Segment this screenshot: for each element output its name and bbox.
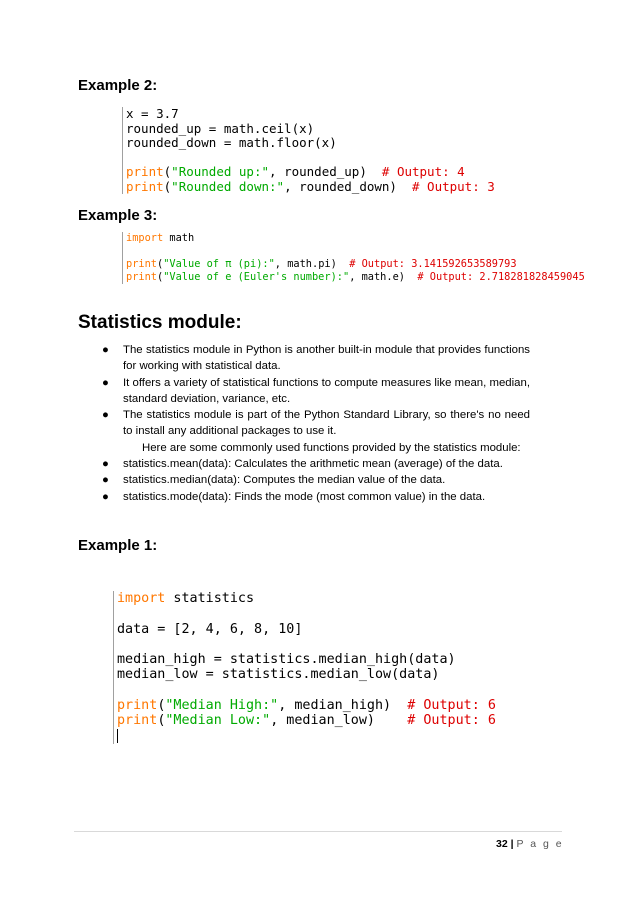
page-label: P a g e	[516, 838, 564, 850]
code-text: (	[163, 178, 172, 194]
statistics-module-heading: Statistics module:	[78, 312, 242, 333]
code-block-example-1	[113, 591, 496, 744]
code-comment: # Output: 3.141592653589793	[349, 258, 517, 270]
code-line	[126, 122, 495, 137]
list-item-text: Here are some commonly used functions provided by the statistics module:	[142, 441, 521, 454]
code-text: median_high = statistics.median_high(data)	[117, 652, 456, 668]
code-text: (	[157, 713, 166, 729]
list-item	[100, 489, 530, 505]
code-string: "Median Low:"	[165, 713, 271, 729]
code-text: median_low = statistics.median_low(data)	[117, 667, 440, 683]
code-comment: # Output: 2.718281828459045	[417, 271, 585, 283]
code-string: "Rounded down:"	[171, 178, 285, 194]
bullet-icon: ●	[102, 474, 109, 487]
code-string: "Value of e (Euler's number):"	[163, 271, 350, 283]
list-item	[100, 407, 530, 440]
list-item-text: The statistics module in Python is another built-in module that provides functions for working with statistical data.	[123, 344, 530, 373]
code-line	[117, 622, 496, 637]
code-comment: # Output: 6	[407, 713, 496, 729]
code-keyword: print	[126, 271, 157, 283]
list-item-text: statistics.median(data): Computes the median value of the data.	[123, 474, 446, 487]
code-keyword: print	[126, 178, 164, 194]
bullet-icon: ●	[102, 409, 109, 422]
page-footer	[496, 838, 564, 850]
code-text: rounded_up = math.ceil(x)	[126, 120, 315, 136]
code-text: data = [2, 4, 6, 8, 10]	[117, 621, 303, 637]
code-keyword: print	[117, 713, 158, 729]
code-block-example-3	[122, 232, 585, 284]
code-line	[126, 180, 495, 195]
code-line	[117, 713, 496, 728]
code-line	[117, 652, 496, 667]
list-item	[100, 342, 530, 375]
list-item	[100, 375, 530, 408]
code-keyword: print	[126, 164, 164, 179]
code-line	[126, 136, 495, 151]
footer-separator: |	[510, 838, 514, 850]
code-string: "Median High:"	[165, 698, 279, 714]
code-keyword: print	[117, 698, 158, 714]
code-line	[117, 637, 496, 652]
code-block-example-2	[122, 107, 495, 194]
text-cursor-line	[117, 729, 496, 744]
footer-divider	[74, 831, 562, 832]
list-item-text: statistics.mode(data): Finds the mode (most common value) in the data.	[123, 490, 486, 503]
code-comment: # Output: 4	[381, 164, 465, 179]
list-item-text: It offers a variety of statistical functions to compute measures like mean, median, standard deviation, variance, etc.	[123, 376, 530, 405]
text-cursor-icon	[117, 729, 118, 743]
code-keyword: import	[126, 232, 164, 244]
code-text: (	[157, 271, 164, 283]
code-line	[117, 606, 496, 621]
code-keyword: print	[126, 258, 157, 270]
code-line	[117, 698, 496, 713]
code-string: "Rounded up:"	[171, 164, 270, 179]
code-text: math	[163, 232, 195, 244]
code-text: , math.e)	[349, 271, 418, 283]
list-item	[100, 472, 530, 488]
example-2-heading: Example 2:	[78, 77, 158, 94]
code-line	[126, 165, 495, 180]
code-text: (	[163, 164, 172, 179]
code-keyword: import	[117, 591, 166, 606]
code-text: , median_low)	[270, 713, 408, 729]
code-line	[126, 258, 585, 271]
code-line	[126, 151, 495, 166]
code-text: x = 3.7	[126, 106, 179, 121]
list-item	[100, 456, 530, 472]
code-text: , median_high)	[278, 698, 408, 714]
code-comment: # Output: 3	[412, 178, 495, 194]
code-string: "Value of π (pi):"	[163, 258, 275, 270]
code-text: statistics	[165, 591, 255, 606]
code-text: , math.pi)	[274, 258, 350, 270]
code-text: rounded_down = math.floor(x)	[126, 135, 337, 150]
bullet-icon: ●	[102, 376, 109, 389]
list-item-text: The statistics module is part of the Python Standard Library, so there's no need to install any additional packages to use it.	[123, 409, 530, 438]
bullet-icon: ●	[102, 458, 109, 471]
code-line	[117, 667, 496, 682]
list-intro-text	[100, 440, 530, 456]
code-text: (	[157, 698, 166, 714]
bullet-icon: ●	[102, 344, 109, 356]
example-3-heading: Example 3:	[78, 207, 158, 224]
page-number: 32	[496, 838, 508, 850]
code-text: , rounded_down)	[284, 178, 412, 194]
list-item-text: statistics.mean(data): Calculates the arithmetic mean (average) of the data.	[123, 458, 503, 471]
code-text: , rounded_up)	[269, 164, 382, 179]
code-line	[126, 107, 495, 122]
code-line	[117, 591, 496, 606]
example-1-heading: Example 1:	[78, 537, 158, 554]
code-text: (	[157, 258, 164, 270]
code-line	[126, 271, 585, 284]
statistics-bullet-list	[100, 342, 530, 505]
code-line	[126, 232, 585, 245]
code-line	[117, 683, 496, 698]
code-comment: # Output: 6	[407, 698, 496, 714]
bullet-icon: ●	[102, 490, 109, 503]
code-line	[126, 245, 585, 258]
